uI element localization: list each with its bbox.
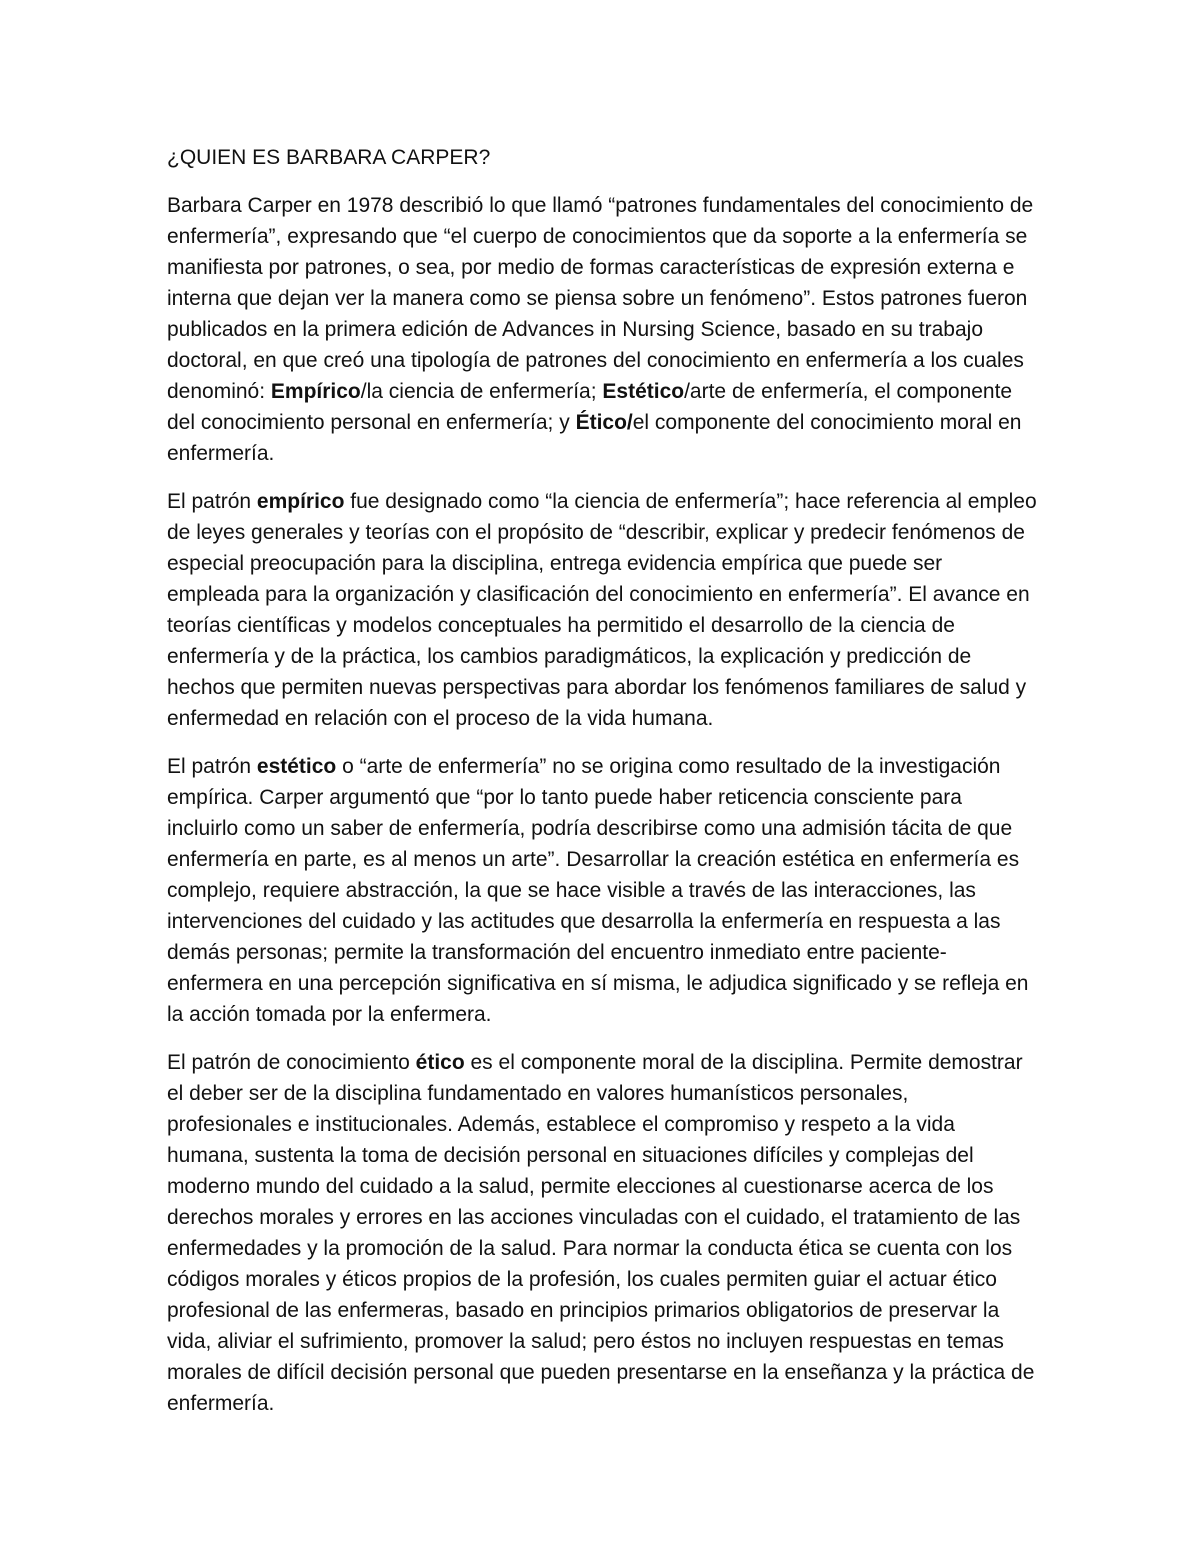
paragraph-intro	[167, 190, 1037, 469]
paragraph-text: fue designado como “la ciencia de enfermería”; hace referencia al empleo de leyes generales y teorías con el propósito de “describir, explicar y predecir fenómenos de especial preocupación para la disciplina, entrega evidencia empírica que puede ser empleada para la organización y clasificación del conocimiento en enfermería”. El avance en teorías científicas y modelos conceptuales ha permitido el desarrollo de la ciencia de enfermería y de la práctica, los cambios paradigmáticos, la explicación y predicción de hechos que permiten nuevas perspectivas para abordar los fenómenos familiares de salud y enfermedad en relación con el proceso de la vida humana.	[167, 490, 1037, 730]
bold-term-etico: ético	[415, 1051, 465, 1074]
paragraph-empirico	[167, 486, 1037, 734]
document-page	[167, 142, 1037, 1436]
paragraph-text: el componente del conocimiento moral en enfermería.	[167, 411, 1022, 465]
document-title: ¿QUIEN ES BARBARA CARPER?	[167, 146, 491, 169]
bold-term-empirico: Empírico	[270, 380, 361, 403]
paragraph-text: El patrón	[167, 490, 257, 513]
paragraph-text: El patrón	[167, 755, 257, 778]
paragraph-text: o “arte de enfermería” no se origina como resultado de la investigación empírica. Carper argumentó que “por lo tanto puede haber reticencia consciente para incluirlo como un saber de enfermería, podría describirse como una admisión tácita de que enfermería en parte, es al menos un arte”. Desarrollar la creación estética en enfermería es complejo, requiere abstracción, la que se hace visible a través de las interacciones, las intervenciones del cuidado y las actitudes que desarrolla la enfermería en respuesta a las demás personas; permite la transformación del encuentro inmediato entre paciente-enfermera en una percepción significativa en sí misma, le adjudica significado y se refleja en la acción tomada por la enfermera.	[167, 755, 1029, 1026]
bold-term-etico: Ético/	[575, 411, 633, 434]
bold-term-empirico: empírico	[256, 490, 345, 513]
paragraph-estetico	[167, 751, 1037, 1030]
paragraph-text: El patrón de conocimiento	[167, 1051, 416, 1074]
bold-term-estetico: estético	[256, 755, 337, 778]
paragraph-etico	[167, 1047, 1037, 1419]
paragraph-text: es el componente moral de la disciplina. Permite demostrar el deber ser de la disciplina fundamentado en valores humanísticos personales, profesionales e institucionales. Además, establece el compromiso y respeto a la vida humana, sustenta la toma de decisión personal en situaciones difíciles y complejas del moderno mundo del cuidado a la salud, permite elecciones al cuestionarse acerca de los derechos morales y errores en las acciones vinculadas con el cuidado, el tratamiento de las enfermedades y la promoción de la salud. Para normar la conducta ética se cuenta con los códigos morales y éticos propios de la profesión, los cuales permiten guiar el actuar ético profesional de las enfermeras, basado en principios primarios obligatorios de preservar la vida, aliviar el sufrimiento, promover la salud; pero éstos no incluyen respuestas en temas morales de difícil decisión personal que pueden presentarse en la enseñanza y la práctica de enfermería.	[167, 1051, 1035, 1415]
bold-term-estetico: Estético	[602, 380, 685, 403]
paragraph-text: /la ciencia de enfermería;	[360, 380, 603, 403]
paragraph-text: Barbara Carper en 1978 describió lo que llamó “patrones fundamentales del conocimiento de enfermería”, expresando que “el cuerpo de conocimientos que da soporte a la enfermería se manifiesta por patrones, o sea, por medio de formas características de expresión externa e interna que dejan ver la manera como se piensa sobre un fenómeno”. Estos patrones fueron publicados en la primera edición de Advances in Nursing Science, basado en su trabajo doctoral, en que creó una tipología de patrones del conocimiento en enfermería a los cuales denominó:	[167, 194, 1034, 403]
paragraph-text: /arte de enfermería, el componente del conocimiento personal en enfermería; y	[167, 380, 1013, 434]
